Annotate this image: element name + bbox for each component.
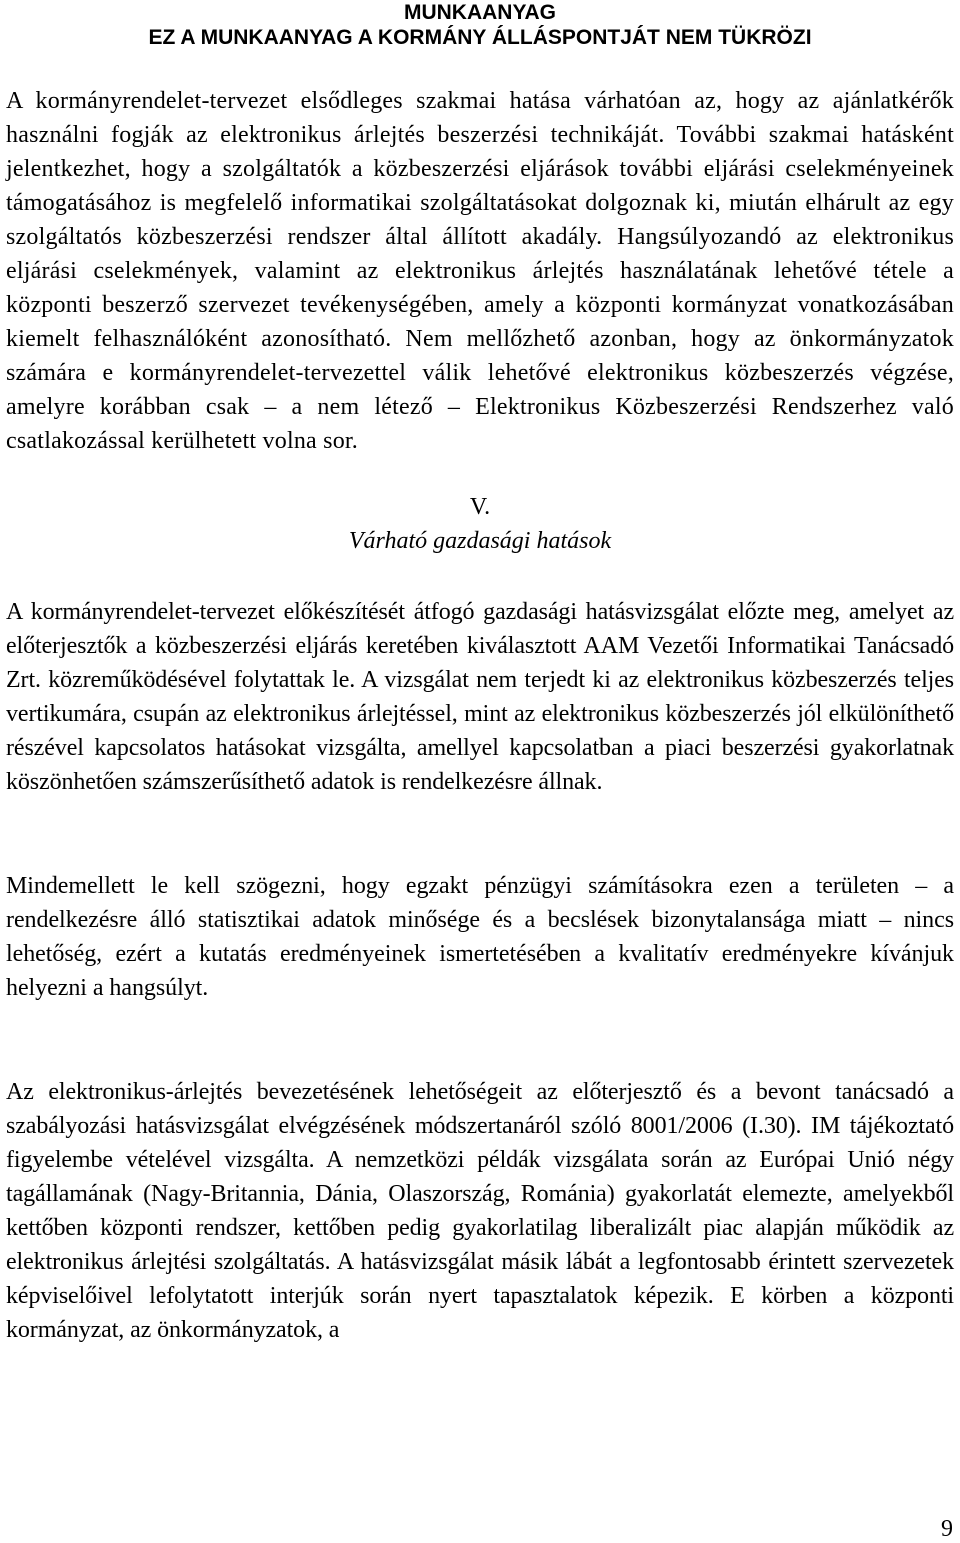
document-body xyxy=(6,84,954,1347)
header-title: MUNKAANYAG xyxy=(403,1,557,24)
header-disclaimer: EZ A MUNKAANYAG A KORMÁNY ÁLLÁSPONTJÁT NEM TÜKRÖZI xyxy=(148,26,812,49)
paragraph-1: A kormányrendelet-tervezet elsődleges szakmai hatása várhatóan az, hogy az ajánlatkérők használni fogják az elektronikus árlejtés beszerzési technikáját. További szakmai hatásként jelentkezhet, hogy a szolgáltatók a közbeszerzési eljárások további eljárási cselekményeinek támogatásához is megfelelő informatikai szolgáltatásokat dolgoznak ki, miután elhárult az egy szolgáltatós közbeszerzési rendszer által állított akadály. Hangsúlyozandó az elektronikus eljárási cselekmények, valamint az elektronikus árlejtés használatának lehetővé tétele a központi beszerző szervezet tevékenységében, amely a központi kormányzat vonatkozásában kiemelt felhasználóként azonosítható. Nem mellőzhető azonban, hogy az önkormányzatok számára e kormányrendelet-tervezettel válik lehetővé elektronikus közbeszerzés végzése, amelyre korábban csak – a nem létező – Elektronikus Közbeszerzési Rendszerhez való csatlakozással kerülhetett volna sor. xyxy=(6,88,954,454)
document-header xyxy=(0,0,960,50)
section-title: Várható gazdasági hatások xyxy=(348,528,612,554)
paragraph-3: Mindemellett le kell szögezni, hogy egzakt pénzügyi számításokra ezen a területen – a rendelkezésre álló statisztikai adatok minősége és a becslések bizonytalansága miatt – nincs lehetőség, ezért a kutatás eredményeinek ismertetésében a kvalitatív eredményekre kívánjuk helyezni a hangsúlyt. xyxy=(6,873,954,1001)
paragraph-4: Az elektronikus-árlejtés bevezetésének lehetőségeit az előterjesztő és a bevont tanácsadó a szabályozási hatásvizsgálat elvégzésének módszertanáról szóló 8001/2006 (I.30). IM tájékoztató figyelembe vételével vizsgálta. A nemzetközi példák vizsgálata során az Európai Unió négy tagállamának (Nagy-Britannia, Dánia, Olaszország, Románia) gyakorlatát elemezte, amelyekből kettőben központi rendszer, kettőben pedig gyakorlatilag liberalizált piac alapján működik az elektronikus árlejtési szolgáltatás. A hatásvizsgálat másik lábát a legfontosabb érintett szervezetek képviselőivel lefolytatott interjúk során nyert tapasztalatok képezik. E körben a központi kormányzat, az önkormányzatok, a xyxy=(6,1079,954,1343)
section-number: V. xyxy=(469,494,491,520)
paragraph-spacer xyxy=(6,799,954,869)
paragraph-2: A kormányrendelet-tervezet előkészítését átfogó gazdasági hatásvizsgálat előzte meg, amelyet az előterjesztők a közbeszerzési eljárás keretében kiválasztott AAM Vezetői Informatikai Tanácsadó Zrt. közreműködésével folytattak le. A vizsgálat nem terjedt ki az elektronikus közbeszerzés teljes vertikumára, csupán az elektronikus árlejtéssel, mint az elektronikus közbeszerzés jól elkülöníthető részével kapcsolatos hatásokat vizsgálta, amellyel kapcsolatban a piaci beszerzési gyakorlatnak köszönhetően számszerűsíthető adatok is rendelkezésre állnak. xyxy=(6,599,954,795)
paragraph-spacer xyxy=(6,1005,954,1075)
page-number: 9 xyxy=(941,1516,953,1542)
